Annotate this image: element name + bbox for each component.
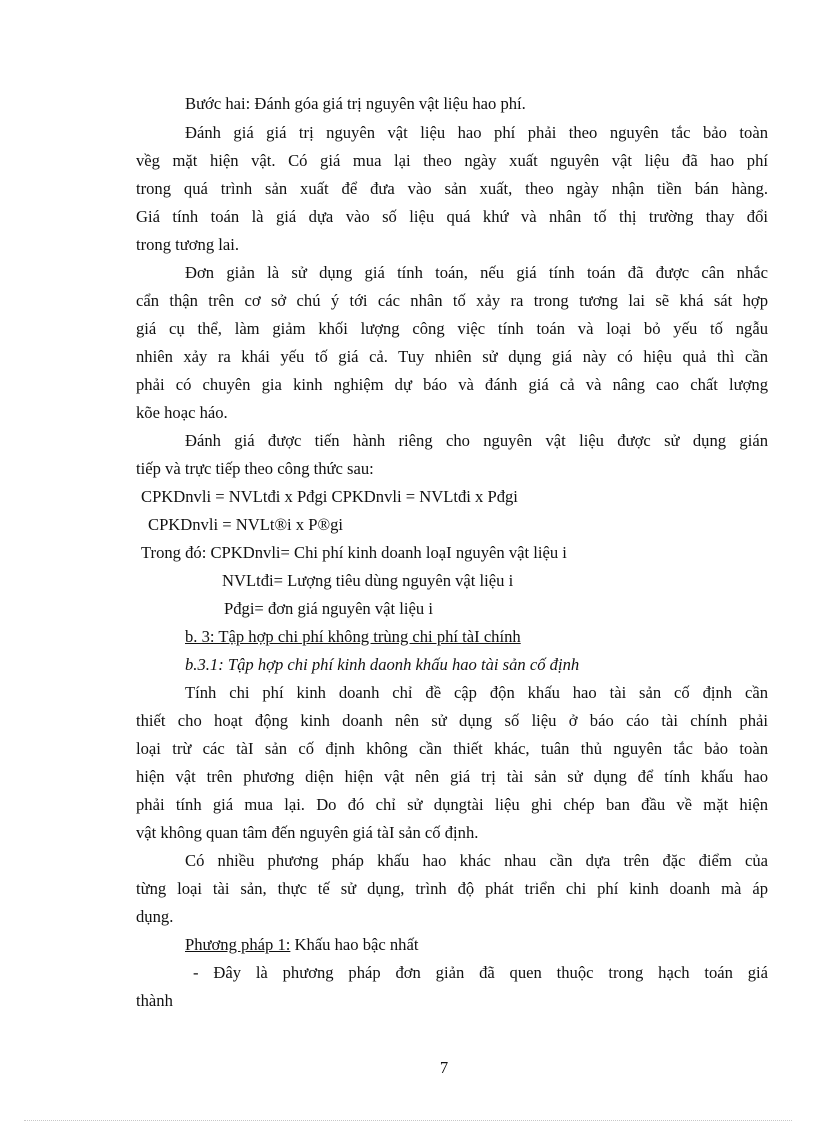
text-line: vật không quan tâm đến nguyên giá tàI sản cố định. bbox=[136, 823, 479, 842]
text-line: Tính chi phí kinh doanh chỉ đề cập độn khấu hao tài sản cố định cần bbox=[185, 683, 768, 702]
text-line: Đơn giản là sử dụng giá tính toán, nếu giá tính toán đã được cân nhắc bbox=[185, 263, 768, 282]
method-label: Phương pháp 1: bbox=[185, 935, 291, 954]
text-line: Đánh giá giá trị nguyên vật liệu hao phí phải theo nguyên tắc bảo toàn bbox=[185, 123, 768, 142]
text-line: trong tương lai. bbox=[136, 235, 240, 254]
definition-line: Pđgi= đơn giá nguyên vật liệu i bbox=[224, 599, 433, 618]
text-line: tiếp và trực tiếp theo công thức sau: bbox=[136, 459, 374, 478]
text-line: giá cụ thể, làm giảm khối lượng công việc tính toán và loại bỏ yếu tố ngẫu bbox=[136, 319, 768, 338]
definition-line: NVLtđi= Lượng tiêu dùng nguyên vật liệu i bbox=[222, 571, 514, 590]
formula-line: CPKDnvli = NVLtđi x Pđgi CPKDnvli = NVLtđi x Pđgi bbox=[141, 487, 518, 506]
page-edge-divider bbox=[24, 1120, 792, 1121]
text-line: phải tính giá mua lại. Do đó chỉ sử dụngtài liệu ghi chép ban đầu về mặt hiện bbox=[136, 795, 768, 814]
text-line: Giá tính toán là giá dựa vào số liệu quá khứ và nhân tố thị trường thay đổi bbox=[136, 207, 768, 226]
text-line: loại trừ các tàI sản cố định không cần thiết khác, tuân thủ nguyên tắc bảo toàn bbox=[136, 739, 768, 758]
section-heading: b. 3: Tập hợp chi phí không trùng chi phí tàI chính bbox=[185, 627, 521, 646]
definition-line: Trong đó: CPKDnvli= Chi phí kinh doanh loạI nguyên vật liệu i bbox=[141, 543, 567, 562]
text-line: Đánh giá được tiến hành riêng cho nguyên vật liệu được sử dụng gián bbox=[185, 431, 768, 450]
text-line: phải có chuyên gia kinh nghiệm dự báo và đánh giá cả và nâng cao chất lượng bbox=[136, 375, 768, 394]
text-line: trong quá trình sản xuất để đưa vào sản xuất, theo ngày nhận tiền bán hàng. bbox=[136, 179, 768, 198]
text-line: kõe hoạc háo. bbox=[136, 403, 228, 422]
method-title: Khấu hao bậc nhất bbox=[290, 935, 419, 954]
method-heading bbox=[185, 935, 418, 955]
text-line: từng loại tài sản, thực tế sử dụng, trình độ phát triển chi phí kinh doanh mà áp bbox=[136, 879, 768, 898]
text-line: vềg mặt hiện vật. Có giá mua lại theo ngày xuất nguyên vật liệu đã hao phí bbox=[136, 151, 768, 170]
text-line: nhiên xảy ra khái yếu tố giá cả. Tuy nhiên sử dụng giá này có hiệu quả thì cần bbox=[136, 347, 768, 366]
text-line: hiện vật trên phương diện hiện vật nên giá trị tài sản sử dụng để tính khấu hao bbox=[136, 767, 768, 786]
text-line: Có nhiều phương pháp khấu hao khác nhau cần dựa trên đặc điểm của bbox=[185, 851, 768, 870]
text-line: dụng. bbox=[136, 907, 174, 926]
text-line: - Đây là phương pháp đơn giản đã quen thuộc trong hạch toán giá bbox=[193, 963, 768, 982]
text-line: cẩn thận trên cơ sở chú ý tới các nhân tố xảy ra trong tương lai sẽ khá sát hợp bbox=[136, 291, 768, 310]
text-line: thành bbox=[136, 991, 173, 1010]
text-line: Bước hai: Đánh góa giá trị nguyên vật liệu hao phí. bbox=[185, 94, 526, 113]
text-line: thiết cho hoạt động kinh doanh nên sử dụng số liệu ở báo cáo tài chính phải bbox=[136, 711, 768, 730]
page-number: 7 bbox=[439, 1058, 449, 1077]
subsection-heading: b.3.1: Tập hợp chi phí kinh daonh khấu hao tài sản cố định bbox=[185, 655, 580, 674]
formula-line: CPKDnvli = NVLt®i x P®gi bbox=[148, 515, 344, 534]
